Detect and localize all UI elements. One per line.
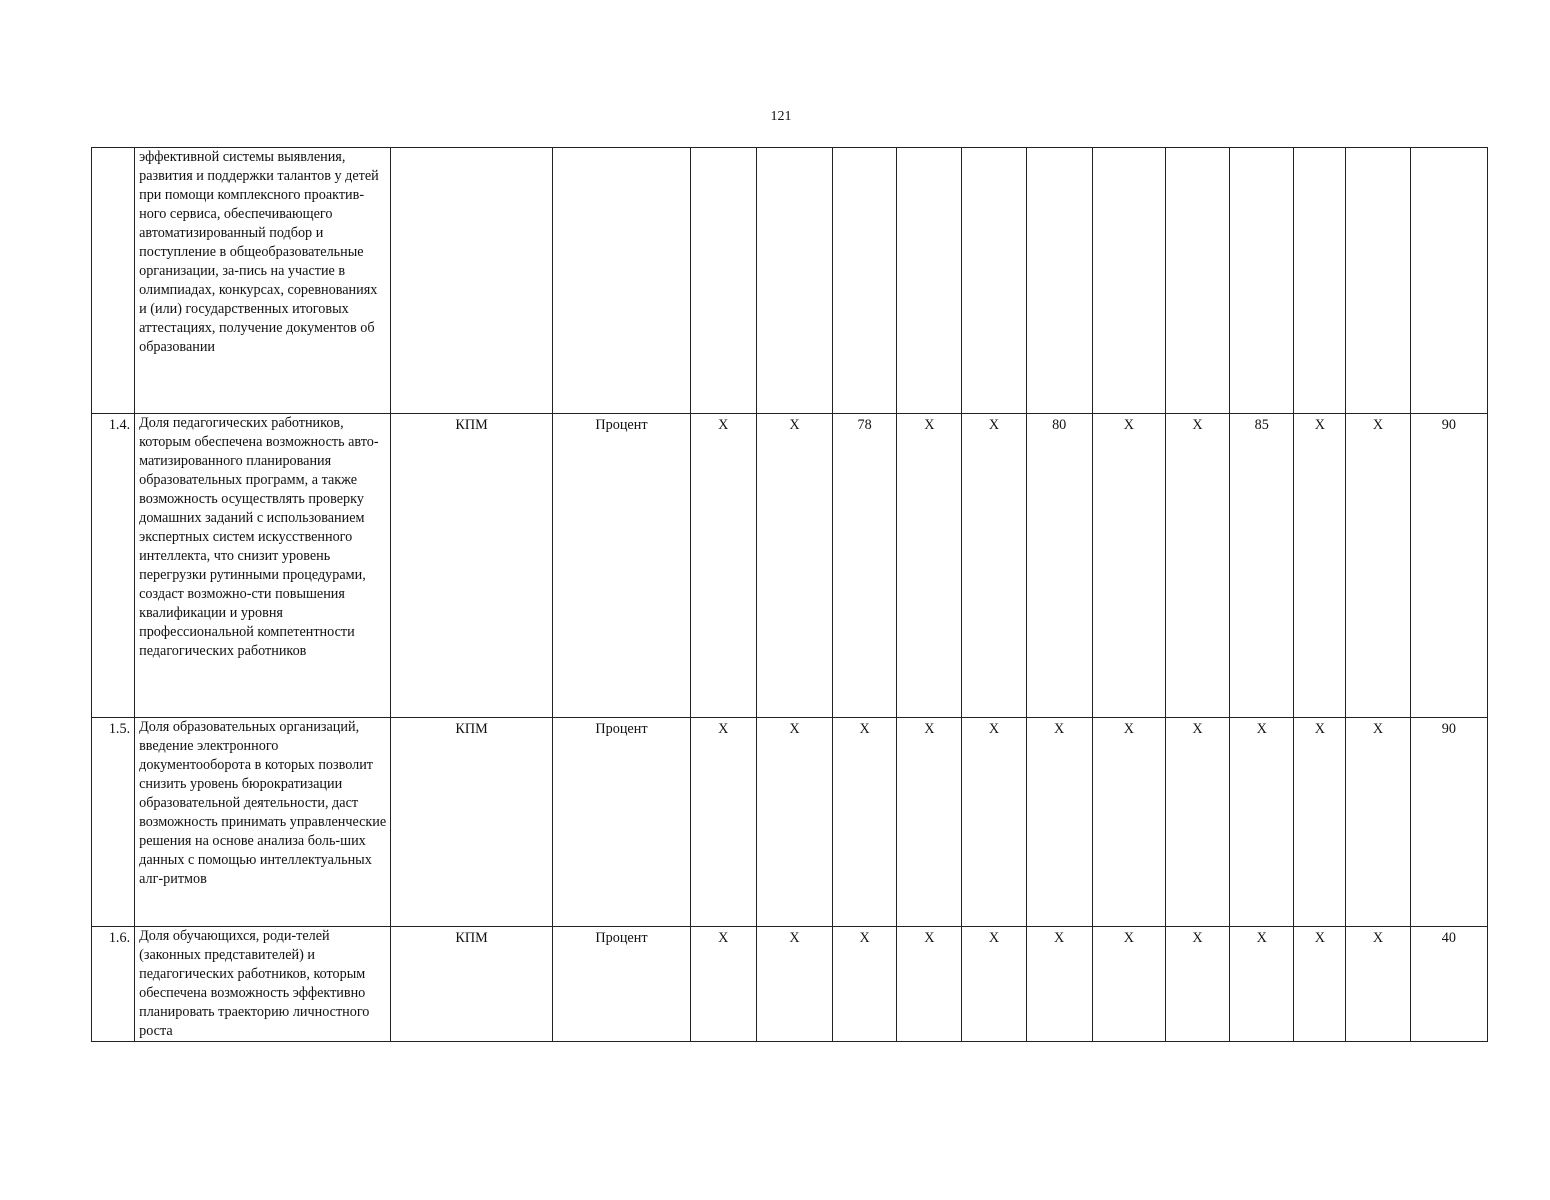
indicator-value: 90 [1410, 718, 1487, 927]
indicator-name: Доля педагогических работников, которым обеспечена возможность авто-матизированного планирования образовательных программ, а также возможность осуществлять проверку домашних заданий с использованием экспертных систем искусственного интеллекта, что снизит уровень перегрузки рутинными процедурами, создаст возможно-сти повышения квалификации и уровня профессиональной компетентности педагогических работников [135, 414, 391, 718]
indicator-unit: Процент [553, 718, 690, 927]
indicator-value: 85 [1230, 414, 1294, 718]
indicator-number [92, 148, 135, 414]
indicator-source: КПМ [390, 414, 552, 718]
indicator-value: X [1230, 927, 1294, 1042]
indicator-value [962, 148, 1026, 414]
indicator-value: X [962, 414, 1026, 718]
indicator-value: X [756, 718, 832, 927]
indicator-number: 1.4. [92, 414, 135, 718]
indicator-value: X [1294, 414, 1346, 718]
indicator-value: X [1165, 414, 1229, 718]
indicator-value: X [1230, 718, 1294, 927]
table-row [92, 718, 1488, 927]
indicator-value [1294, 148, 1346, 414]
indicator-value: X [1346, 718, 1410, 927]
indicator-value [1230, 148, 1294, 414]
indicator-value: X [1026, 927, 1092, 1042]
indicators-table [91, 147, 1488, 1042]
indicator-value: X [756, 414, 832, 718]
indicator-value: 78 [833, 414, 897, 718]
indicator-value: X [962, 927, 1026, 1042]
indicator-value [897, 148, 962, 414]
table-body [92, 148, 1488, 1042]
indicator-value [1346, 148, 1410, 414]
indicator-name: Доля обучающихся, роди-телей (законных представителей) и педагогических работников, которым обеспечена возможность эффективно планировать траекторию личностного роста [135, 927, 391, 1042]
indicator-value [1026, 148, 1092, 414]
indicator-value: X [897, 414, 962, 718]
indicator-value: X [1294, 718, 1346, 927]
indicator-value: X [690, 927, 756, 1042]
indicator-value: X [833, 718, 897, 927]
indicator-unit [553, 148, 690, 414]
indicator-value [756, 148, 832, 414]
indicator-value: X [897, 718, 962, 927]
indicator-source: КПМ [390, 718, 552, 927]
table-row [92, 414, 1488, 718]
indicator-value: X [1346, 927, 1410, 1042]
indicator-value: X [1294, 927, 1346, 1042]
indicator-value: X [962, 718, 1026, 927]
indicator-value: X [1092, 927, 1165, 1042]
indicator-value [690, 148, 756, 414]
indicator-value: X [1165, 927, 1229, 1042]
indicator-name: Доля образовательных организаций, введение электронного документооборота в которых позволит снизить уровень бюрократизации образовательной деятельности, даст возможность принимать управленческие решения на основе анализа боль-ших данных с помощью интеллектуальных алг-ритмов [135, 718, 391, 927]
indicator-value [1092, 148, 1165, 414]
indicator-unit: Процент [553, 927, 690, 1042]
page-number: 121 [770, 109, 792, 124]
indicator-value: 80 [1026, 414, 1092, 718]
indicator-value: X [1165, 718, 1229, 927]
table-row [92, 927, 1488, 1042]
indicator-unit: Процент [553, 414, 690, 718]
table-row [92, 148, 1488, 414]
indicator-value: X [690, 414, 756, 718]
indicator-number: 1.6. [92, 927, 135, 1042]
indicator-value: X [1092, 414, 1165, 718]
indicator-value: 90 [1410, 414, 1487, 718]
indicator-value [833, 148, 897, 414]
indicator-name: эффективной системы выявления, развития и поддержки талантов у детей при помощи комплексного проактив-ного сервиса, обеспечивающего автоматизированный подбор и поступление в общеобразовательные организации, за-пись на участие в олимпиадах, конкурсах, соревнованиях и (или) государственных итоговых аттестациях, получение документов об образовании [135, 148, 391, 414]
indicator-value: X [690, 718, 756, 927]
indicator-value: 40 [1410, 927, 1487, 1042]
indicator-source [390, 148, 552, 414]
indicator-value: X [756, 927, 832, 1042]
indicator-source: КПМ [390, 927, 552, 1042]
indicator-value: X [897, 927, 962, 1042]
indicator-value: X [1026, 718, 1092, 927]
indicator-value [1410, 148, 1487, 414]
indicator-value [1165, 148, 1229, 414]
indicator-value: X [1092, 718, 1165, 927]
indicator-value: X [1346, 414, 1410, 718]
indicator-value: X [833, 927, 897, 1042]
indicator-number: 1.5. [92, 718, 135, 927]
